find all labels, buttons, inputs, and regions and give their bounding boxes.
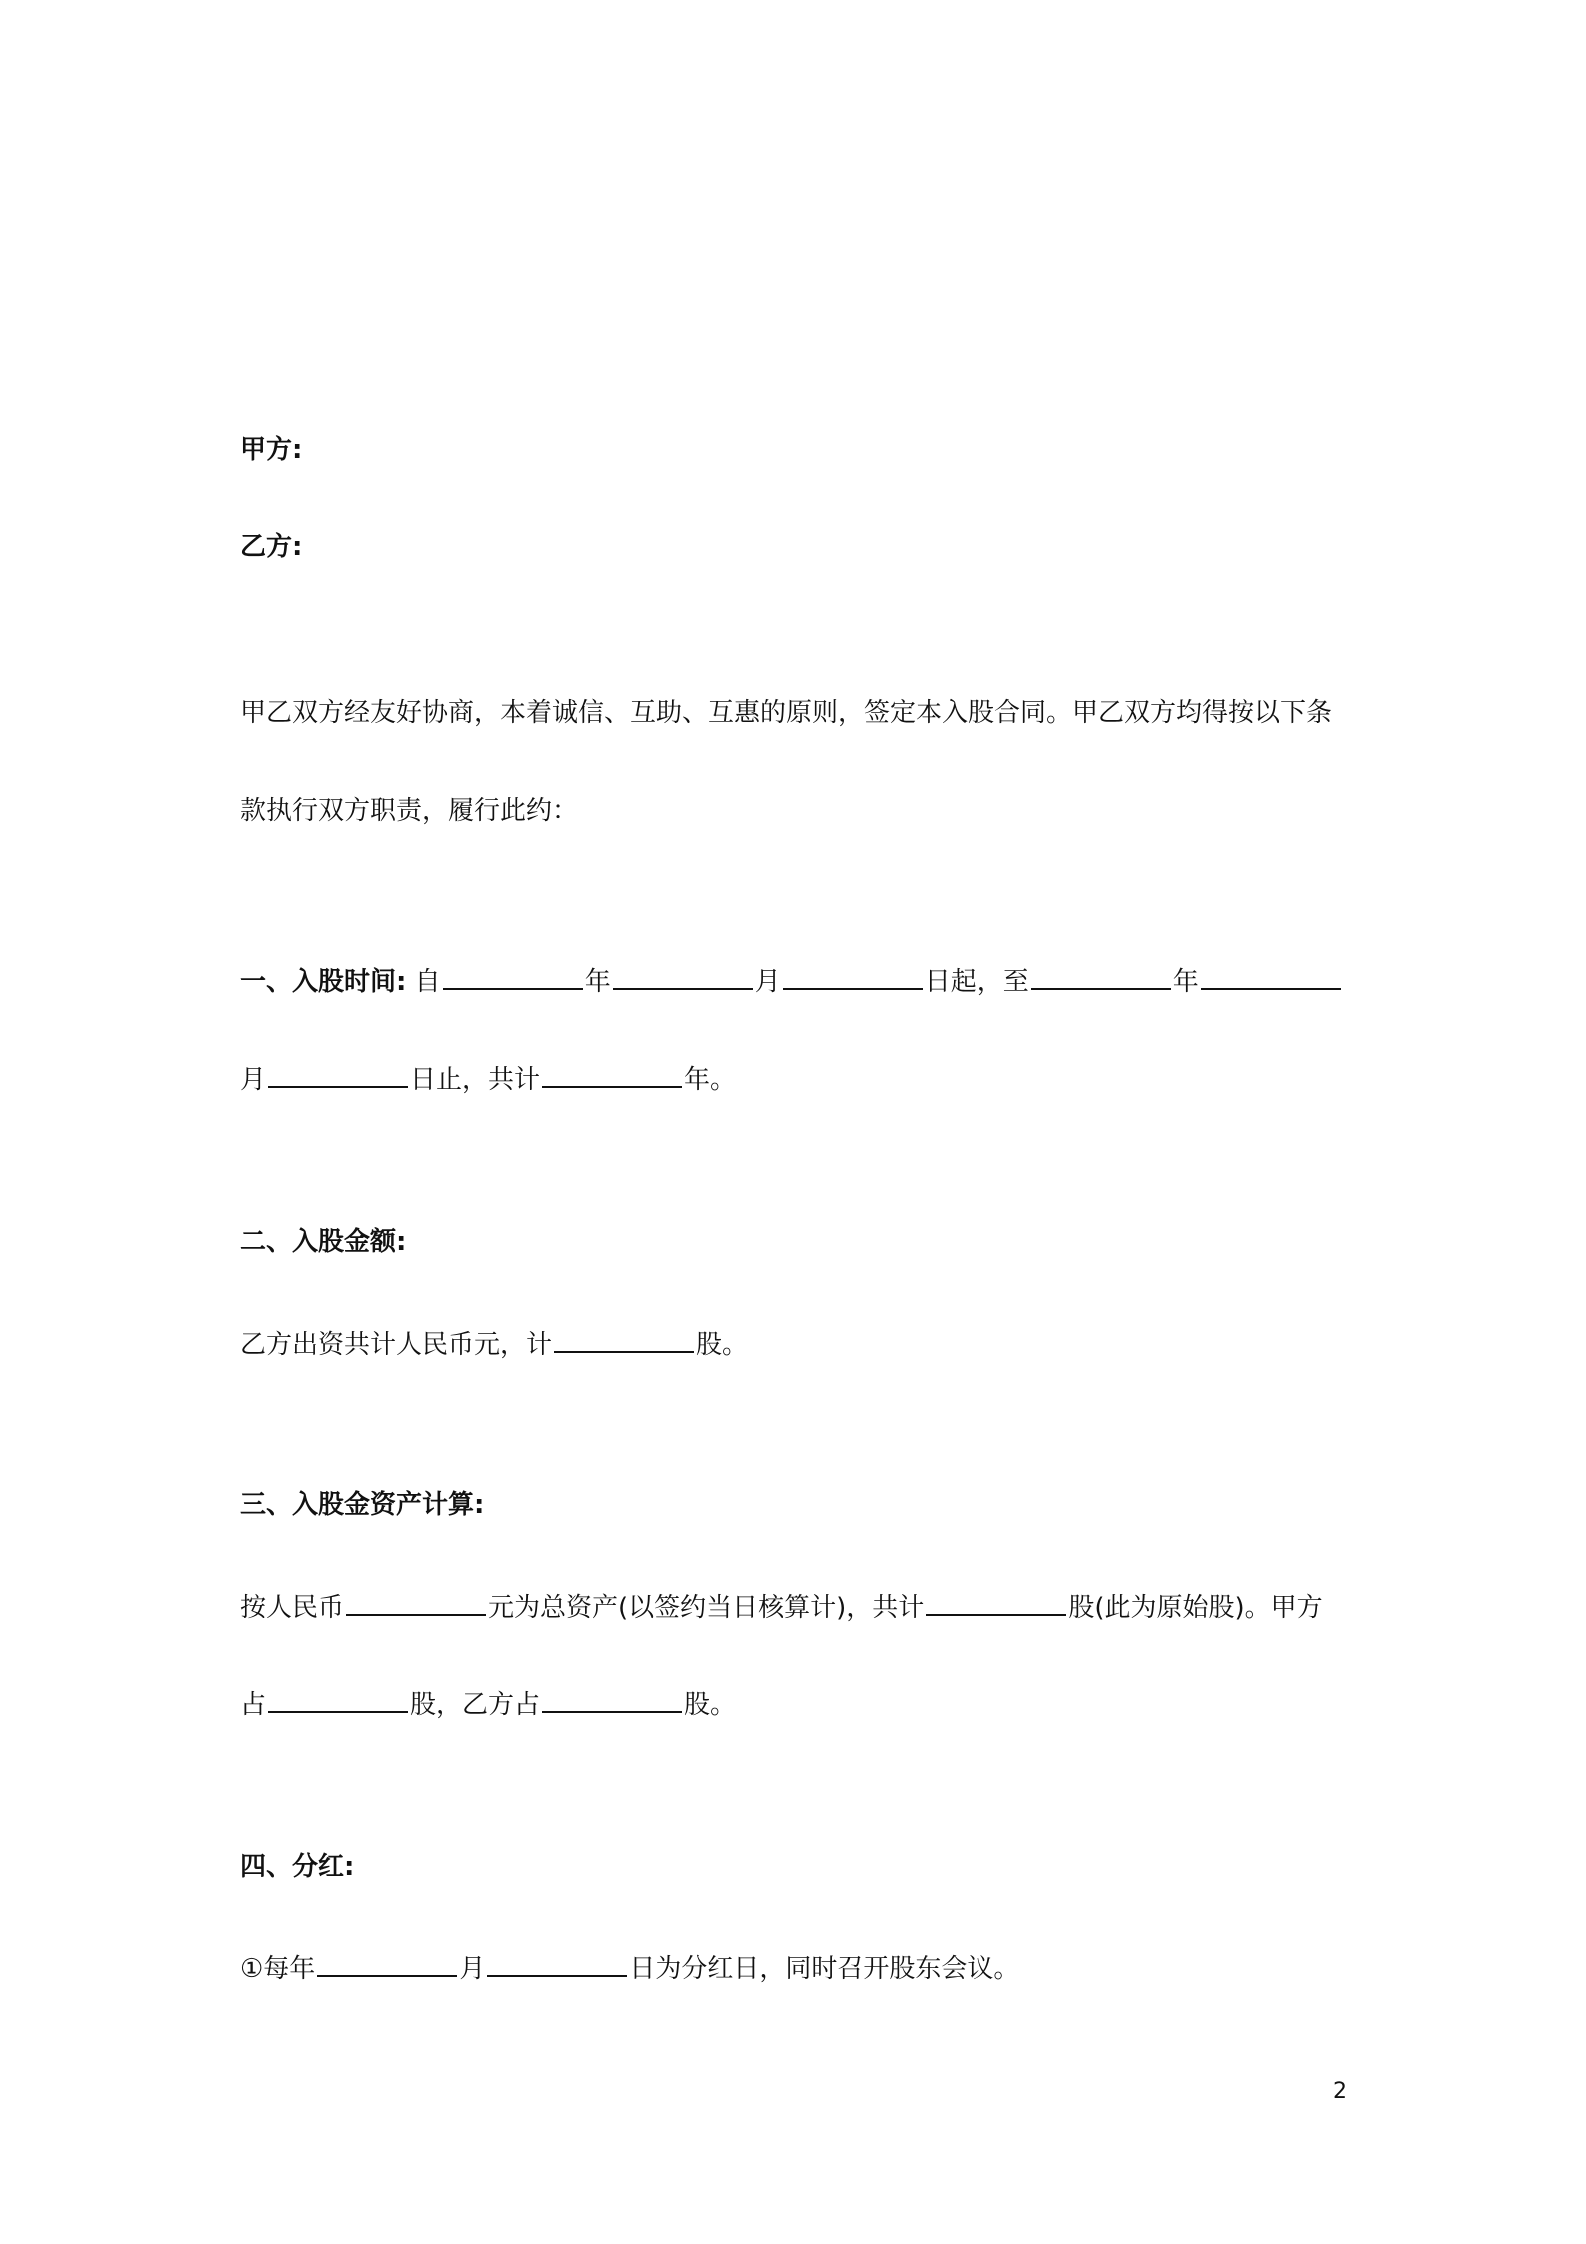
text: 日为分红日，同时召开股东会议。	[629, 1954, 1020, 1984]
section3-heading: 三、入股金资产计算:	[240, 1490, 485, 1520]
text: 乙方出资共计人民币元，计	[240, 1330, 553, 1360]
text: 年	[1172, 967, 1199, 997]
intro-line-2: 款执行双方职责，履行此约：	[240, 796, 579, 826]
section4-line-1	[240, 1951, 1019, 1986]
text: 股。	[696, 1330, 749, 1360]
blank-start-day[interactable]	[783, 964, 923, 990]
blank-dividend-month[interactable]	[317, 1951, 457, 1977]
party-b-label: 乙方:	[240, 532, 303, 562]
blank-end-day[interactable]	[268, 1062, 408, 1088]
party-a-label: 甲方:	[240, 435, 303, 465]
blank-shares[interactable]	[554, 1327, 694, 1353]
section1-line-1	[240, 964, 1343, 999]
text: ①每年	[240, 1954, 316, 1984]
section1-heading: 一、入股时间:	[240, 967, 407, 997]
text: 月	[754, 967, 781, 997]
text: 年。	[684, 1065, 737, 1095]
blank-total-assets[interactable]	[346, 1590, 486, 1616]
intro-line-1: 甲乙双方经友好协商，本着诚信、互助、互惠的原则，签定本入股合同。甲乙双方均得按以下条	[240, 698, 1333, 728]
section2-heading: 二、入股金额:	[240, 1227, 407, 1257]
text: 月	[240, 1065, 267, 1095]
text: 股。	[684, 1690, 737, 1720]
section1-line-2	[240, 1062, 736, 1097]
text: 自	[414, 967, 441, 997]
text: 元为总资产(以签约当日核算计)，共计	[488, 1593, 925, 1623]
text: 年	[584, 967, 611, 997]
section2-line	[240, 1327, 748, 1362]
section3-line-2	[240, 1687, 736, 1722]
section4-heading: 四、分红:	[240, 1852, 355, 1882]
text: 股(此为原始股)。甲方	[1068, 1593, 1323, 1623]
blank-start-month[interactable]	[613, 964, 753, 990]
blank-party-b-shares[interactable]	[542, 1687, 682, 1713]
blank-start-year[interactable]	[443, 964, 583, 990]
text: 按人民币	[240, 1593, 345, 1623]
section3-line-1	[240, 1590, 1323, 1625]
text: 占	[240, 1690, 267, 1720]
page-number: 2	[1333, 2079, 1347, 2104]
blank-total-shares[interactable]	[926, 1590, 1066, 1616]
blank-end-month[interactable]	[1201, 964, 1341, 990]
text: 日止，共计	[410, 1065, 541, 1095]
blank-dividend-day[interactable]	[487, 1951, 627, 1977]
blank-party-a-shares[interactable]	[268, 1687, 408, 1713]
blank-total-years[interactable]	[542, 1062, 682, 1088]
text: 日起，至	[924, 967, 1029, 997]
text: 股，乙方占	[410, 1690, 541, 1720]
blank-end-year[interactable]	[1031, 964, 1171, 990]
text: 月	[459, 1954, 486, 1984]
